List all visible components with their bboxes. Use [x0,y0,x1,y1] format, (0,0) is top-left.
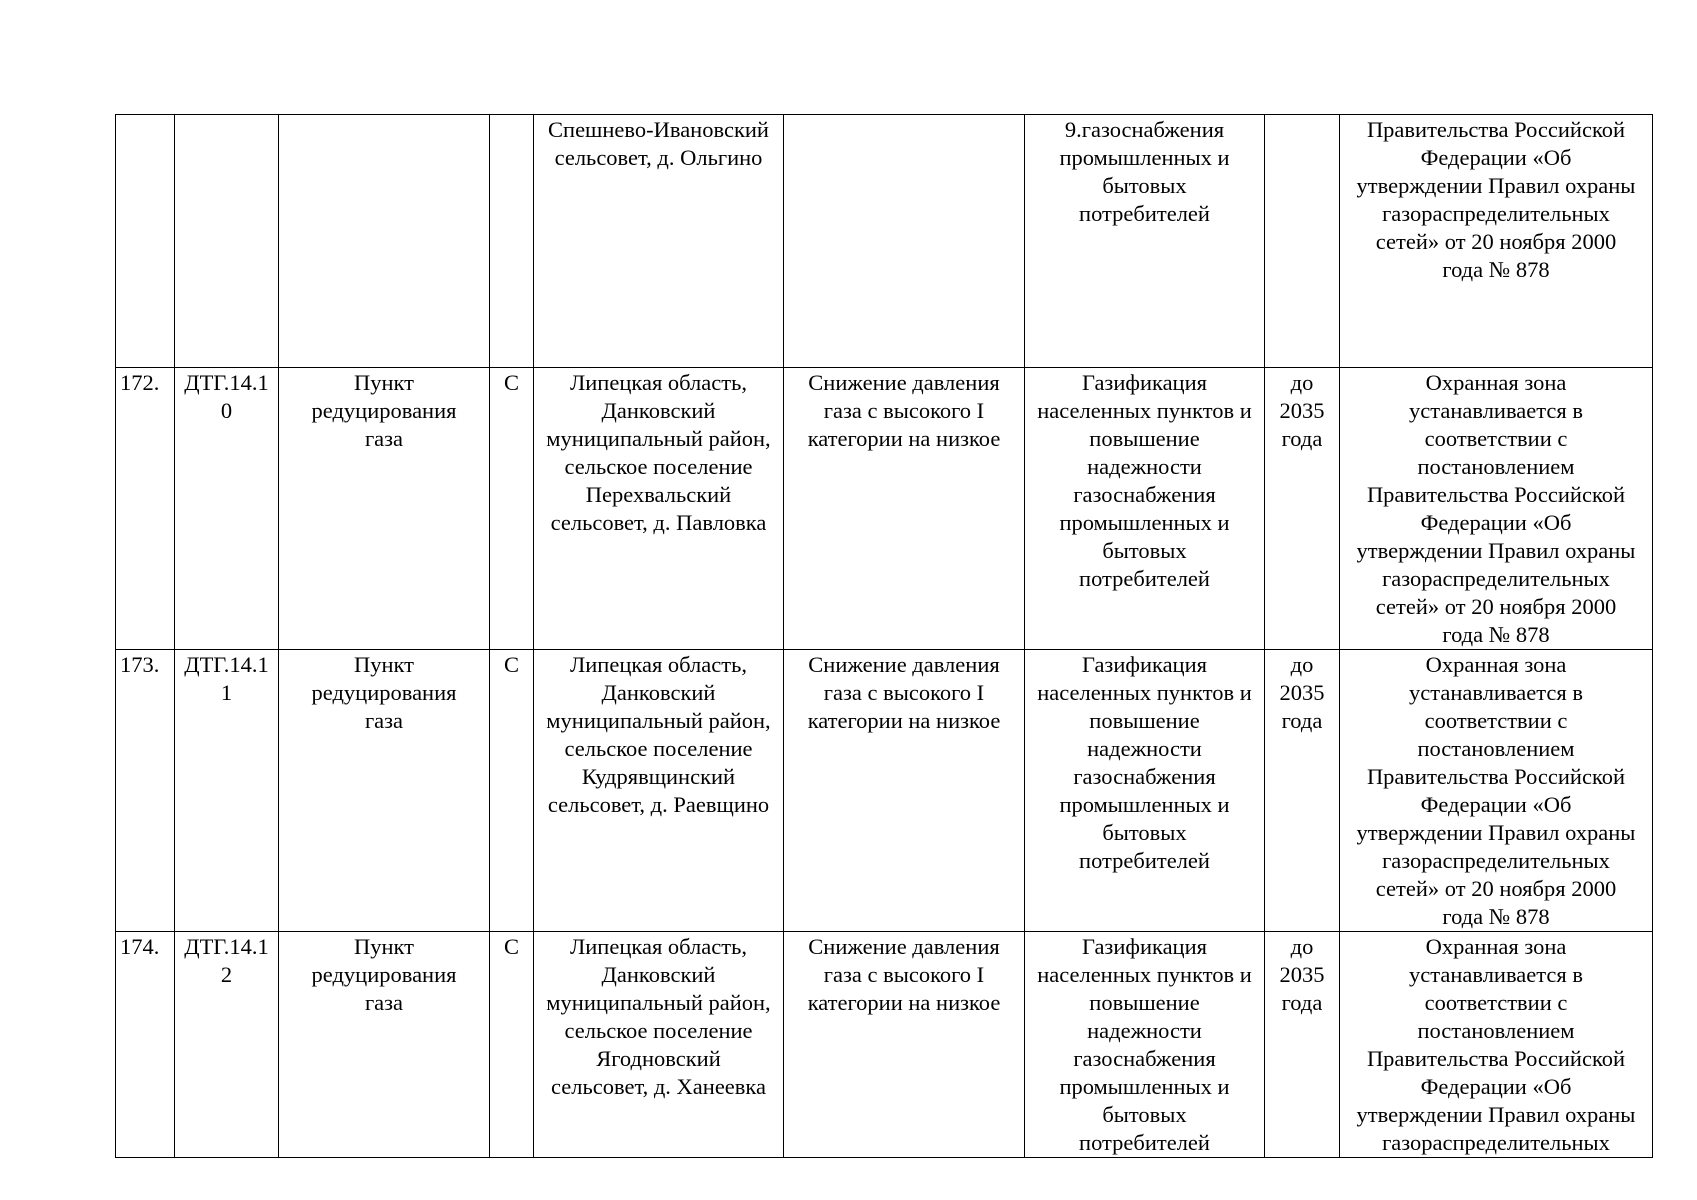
object-justification-cell: Газификация населенных пунктов и повышение надежности газоснабжения промышленных и бытовых потребителей [1025,932,1265,1158]
table-row [116,932,1653,1158]
table-row [116,115,1653,368]
object-name-cell: Пункт редуцирования газа [279,368,490,650]
object-name-cell [279,115,490,368]
table-row [116,368,1653,650]
object-code-cell: ДТГ.14.1 2 [175,932,279,1158]
object-purpose-cell: Снижение давления газа с высокого I категории на низкое [784,932,1025,1158]
object-location-cell: Липецкая область, Данковский муниципальный район, сельское поселение Перехвальский сельсовет, д. Павловка [534,368,784,650]
object-code-cell [175,115,279,368]
object-purpose-cell: Снижение давления газа с высокого I категории на низкое [784,368,1025,650]
object-name-cell: Пункт редуцирования газа [279,650,490,932]
row-number-cell: 172. [116,368,175,650]
object-term-cell: до 2035 года [1265,932,1340,1158]
row-number-cell [116,115,175,368]
table-row [116,650,1653,932]
protection-zone-cell: Охранная зона устанавливается в соответствии с постановлением Правительства Российской Федерации «Об утверждении Правил охраны газораспределительных сетей» от 20 ноября 2000 года № 878 [1340,368,1653,650]
object-justification-cell: Газификация населенных пунктов и повышение надежности газоснабжения промышленных и бытовых потребителей [1025,650,1265,932]
object-justification-cell: 9.газоснабжения промышленных и бытовых потребителей [1025,115,1265,368]
protection-zone-cell: Правительства Российской Федерации «Об утверждении Правил охраны газораспределительных сетей» от 20 ноября 2000 года № 878 [1340,115,1653,368]
object-code-cell: ДТГ.14.1 1 [175,650,279,932]
object-term-cell: до 2035 года [1265,650,1340,932]
object-purpose-cell: Снижение давления газа с высокого I категории на низкое [784,650,1025,932]
object-location-cell: Липецкая область, Данковский муниципальный район, сельское поселение Кудрявщинский сельсовет, д. Раевщино [534,650,784,932]
object-status-cell: С [490,368,534,650]
object-code-cell: ДТГ.14.1 0 [175,368,279,650]
planned-objects-table [115,114,1653,1158]
object-status-cell: С [490,932,534,1158]
protection-zone-cell: Охранная зона устанавливается в соответствии с постановлением Правительства Российской Федерации «Об утверждении Правил охраны газораспределительных сетей» от 20 ноября 2000 года № 878 [1340,650,1653,932]
row-number-cell: 173. [116,650,175,932]
object-term-cell: до 2035 года [1265,368,1340,650]
object-location-cell: Липецкая область, Данковский муниципальный район, сельское поселение Ягодновский сельсовет, д. Ханеевка [534,932,784,1158]
protection-zone-cell: Охранная зона устанавливается в соответствии с постановлением Правительства Российской Федерации «Об утверждении Правил охраны газораспределительных [1340,932,1653,1158]
object-justification-cell: Газификация населенных пунктов и повышение надежности газоснабжения промышленных и бытовых потребителей [1025,368,1265,650]
row-number-cell: 174. [116,932,175,1158]
object-term-cell [1265,115,1340,368]
object-location-cell: Спешнево-Ивановский сельсовет, д. Ольгино [534,115,784,368]
object-purpose-cell [784,115,1025,368]
object-status-cell [490,115,534,368]
object-name-cell: Пункт редуцирования газа [279,932,490,1158]
object-status-cell: С [490,650,534,932]
